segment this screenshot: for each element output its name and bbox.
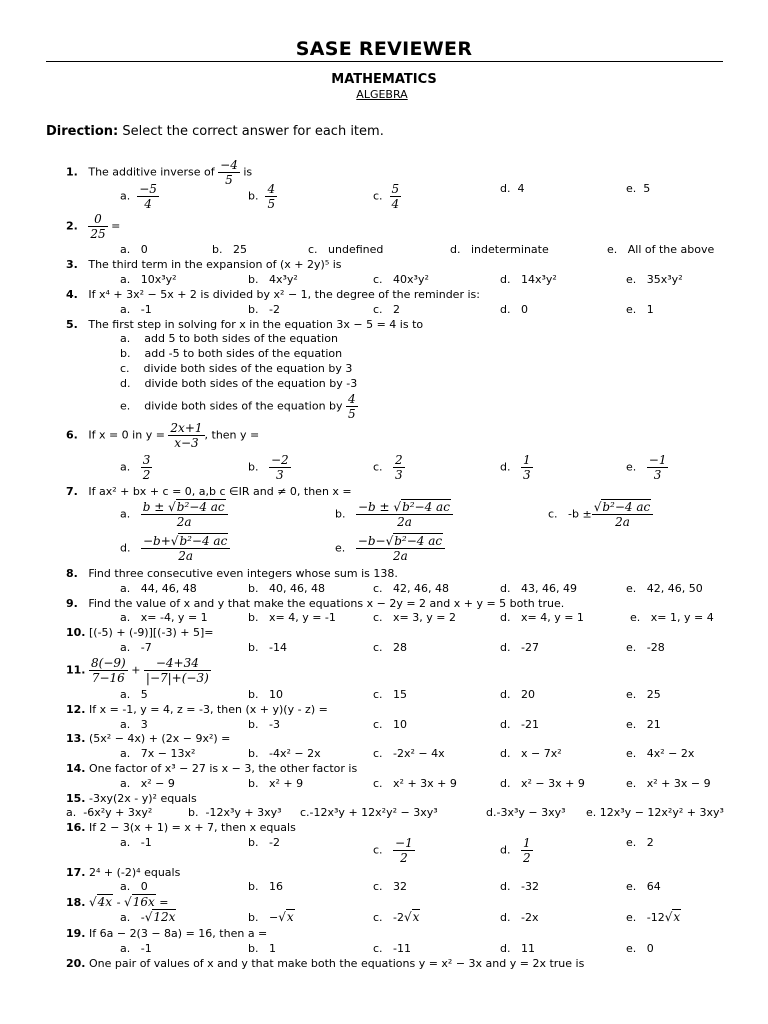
option[interactable]: b. 25: [212, 243, 247, 256]
question-10: 10. [(-5) + (-9)][(-3) + 5]=: [66, 626, 214, 639]
option[interactable]: d. -27: [500, 641, 539, 654]
option[interactable]: e. x² + 3x − 9: [626, 777, 711, 790]
fraction: $\frac{\text{−b−√b²−4 ac}}{2a}$: [356, 534, 445, 563]
question-text: The third term in the expansion of (x + 2y)⁵ is: [88, 258, 342, 271]
question-text: If x⁴ + 3x² − 5x + 2 is divided by x² − 1, the degree of the reminder is:: [88, 288, 480, 301]
question-12: 12. If x = -1, y = 4, z = -3, then (x + y)(y - z) =: [66, 703, 328, 716]
question-text: The additive inverse of: [88, 165, 215, 179]
option[interactable]: e. 35x³y²: [626, 273, 683, 286]
question-text: If 2 − 3(x + 1) = x + 7, then x equals: [89, 821, 296, 834]
fraction: $\frac{8(-9)}{7-16}$: [91, 656, 126, 685]
option[interactable]: d.-3x³y − 3xy³: [486, 806, 566, 819]
direction-text: Select the correct answer for each item.: [122, 124, 384, 139]
option[interactable]: c. 42, 46, 48: [373, 582, 450, 595]
option[interactable]: d. 43, 46, 49: [500, 582, 577, 595]
option[interactable]: a. -1: [120, 836, 152, 849]
option[interactable]: e. x= 1, y = 4: [630, 611, 714, 624]
page-title: SASE REVIEWER: [295, 38, 473, 60]
option[interactable]: a. 0: [120, 243, 148, 256]
option[interactable]: d. x² − 3x + 9: [500, 777, 585, 790]
question-9: 9. Find the value of x and y that make the equations x − 2y = 2 and x + y = 5 both true.: [66, 597, 565, 610]
option[interactable]: e. 42, 46, 50: [626, 582, 703, 595]
fraction: $\frac{0}{25}$: [90, 212, 106, 241]
option[interactable]: c. 15: [373, 688, 408, 701]
option[interactable]: a. -1: [120, 942, 152, 955]
option[interactable]: e. -12√x: [626, 910, 681, 924]
option[interactable]: d. 0: [500, 303, 528, 316]
question-text: [(-5) + (-9)][(-3) + 5]=: [89, 626, 214, 639]
question-text: Find three consecutive even integers whose sum is 138.: [88, 567, 398, 580]
option[interactable]: b. 16: [248, 880, 283, 893]
option[interactable]: c. 2: [373, 303, 401, 316]
question-text: One factor of x³ − 27 is x − 3, the other factor is: [89, 762, 358, 775]
option[interactable]: a. 10x³y²: [120, 273, 177, 286]
option[interactable]: d. -21: [500, 718, 539, 731]
direction: [46, 124, 384, 139]
option[interactable]: b. add -5 to both sides of the equation: [120, 347, 343, 360]
question-14: 14. One factor of x³ − 27 is x − 3, the other factor is: [66, 762, 358, 775]
option[interactable]: c. 10: [373, 718, 408, 731]
option[interactable]: b. $\frac{-2}{3}$: [248, 453, 289, 482]
question-text: If x = 0 in y =: [88, 428, 165, 442]
fraction: $\frac{-1}{2}$: [395, 836, 413, 865]
fraction: $\frac{\text{−b+√b²−4 ac}}{2a}$: [141, 534, 230, 563]
option[interactable]: a. -7: [120, 641, 152, 654]
option[interactable]: a. 3: [120, 718, 148, 731]
option[interactable]: e. $\frac{-1}{3}$: [626, 453, 667, 482]
topic-label: ALGEBRA: [356, 88, 408, 101]
option[interactable]: a. -6x²y + 3xy²: [66, 806, 153, 819]
fraction: $\frac{\text{−b ± √b²−4 ac}}{2a}$: [356, 500, 453, 529]
option[interactable]: d. x − 7x²: [500, 747, 562, 760]
question-19: 19. If 6a − 2(3 − 8a) = 16, then a =: [66, 927, 268, 940]
option[interactable]: e. 4x² − 2x: [626, 747, 695, 760]
option[interactable]: a. -1: [120, 303, 152, 316]
option[interactable]: b. -3: [248, 718, 280, 731]
option[interactable]: d. 14x³y²: [500, 273, 557, 286]
option[interactable]: c. -b ± $\frac{\text{√b²−4 ac}}{2a}$: [548, 500, 653, 529]
option[interactable]: c. -11: [373, 942, 412, 955]
option[interactable]: d. 4: [500, 182, 525, 195]
topic-heading: [0, 88, 768, 101]
question-text: If 6a − 2(3 − 8a) = 16, then a =: [89, 927, 268, 940]
option[interactable]: e. 5: [626, 182, 651, 195]
option[interactable]: b. −√x: [248, 910, 294, 924]
question-7: 7. If ax² + bx + c = 0, a,b c ∈IR and ≠ 0, then x =: [66, 485, 352, 498]
option[interactable]: b. 1: [248, 942, 276, 955]
option[interactable]: d. indeterminate: [450, 243, 549, 256]
option[interactable]: e. 2: [626, 836, 654, 849]
fraction: $\frac{3}{2}$: [142, 453, 151, 482]
option[interactable]: d. x= 4, y = 1: [500, 611, 584, 624]
fraction: $\frac{\text{b ± √b²−4 ac}}{2a}$: [141, 500, 228, 529]
option[interactable]: c. x² + 3x + 9: [373, 777, 457, 790]
fraction: $\frac{-4+34}{|-7|+(-3)}$: [145, 656, 209, 685]
option[interactable]: b. $\frac{4}{5}$: [248, 182, 276, 211]
question-1: 1. The additive inverse of $\frac{-4}{5}$ is: [66, 158, 253, 187]
option[interactable]: b. x² + 9: [248, 777, 304, 790]
question-3: 3. The third term in the expansion of (x + 2y)⁵ is: [66, 258, 342, 271]
option[interactable]: b. x= 4, y = -1: [248, 611, 336, 624]
option[interactable]: c. -2x² − 4x: [373, 747, 445, 760]
question-5: 5. The first step in solving for x in the equation 3x − 5 = 4 is to: [66, 318, 424, 331]
option[interactable]: d. 11: [500, 942, 535, 955]
option[interactable]: a. 7x − 13x²: [120, 747, 196, 760]
option[interactable]: d. 20: [500, 688, 535, 701]
option[interactable]: e. All of the above: [607, 243, 715, 256]
option[interactable]: b. -14: [248, 641, 287, 654]
question-6: 6. If x = 0 in y = $\frac{2x+1}{x-3}$ , then y =: [66, 421, 260, 450]
option[interactable]: d. $\frac{1}{2}$: [500, 836, 531, 865]
option[interactable]: a. $\frac{\text{b ± √b²−4 ac}}{2a}$: [120, 500, 228, 529]
option[interactable]: a. $\frac{3}{2}$: [120, 453, 151, 482]
option[interactable]: d. -32: [500, 880, 539, 893]
option[interactable]: a. x² − 9: [120, 777, 175, 790]
question-2: 2. $\frac{0}{25}$ =: [66, 212, 121, 241]
fraction: $\frac{5}{4}$: [391, 182, 400, 211]
option[interactable]: c.-12x³y + 12x²y² − 3xy³: [300, 806, 438, 819]
question-4: 4. If x⁴ + 3x² − 5x + 2 is divided by x² − 1, the degree of the reminder is:: [66, 288, 480, 301]
option[interactable]: c. divide both sides of the equation by 3: [120, 362, 353, 375]
fraction: $\frac{-2}{3}$: [270, 453, 289, 482]
option[interactable]: a. 5: [120, 688, 148, 701]
option[interactable]: b. -12x³y + 3xy³: [188, 806, 282, 819]
option[interactable]: a. x= -4, y = 1: [120, 611, 208, 624]
question-text: If x = -1, y = 4, z = -3, then (x + y)(y - z) =: [89, 703, 328, 716]
option[interactable]: d. $\frac{1}{3}$: [500, 453, 531, 482]
question-text: 2⁴ + (-2)⁴ equals: [89, 866, 181, 879]
fraction: $\frac{4}{5}$: [267, 182, 276, 211]
question-text: -3xy(2x - y)² equals: [89, 792, 197, 805]
direction-label: Direction:: [46, 124, 119, 139]
option[interactable]: a. add 5 to both sides of the equation: [120, 332, 338, 345]
option[interactable]: a. $\frac{-5}{4}$: [120, 182, 157, 211]
question-15: 15. -3xy(2x - y)² equals: [66, 792, 197, 805]
option[interactable]: c. $\frac{-1}{2}$: [373, 836, 413, 865]
option[interactable]: a. -√12x: [120, 910, 176, 924]
subject-heading: MATHEMATICS: [331, 72, 437, 87]
option[interactable]: c. -2√x: [373, 910, 420, 924]
question-text: Find the value of x and y that make the equations x − 2y = 2 and x + y = 5 both true.: [88, 597, 565, 610]
option[interactable]: e. 0: [626, 942, 654, 955]
question-17: 17. 2⁴ + (-2)⁴ equals: [66, 866, 181, 879]
option[interactable]: b. -2: [248, 303, 280, 316]
option[interactable]: e. divide both sides of the equation by $\frac{4}{5}$: [120, 392, 356, 421]
question-text: (5x² − 4x) + (2x − 9x²) =: [89, 732, 231, 745]
option[interactable]: e. 25: [626, 688, 661, 701]
question-text: If ax² + bx + c = 0, a,b c ∈IR and ≠ 0, then x =: [88, 485, 352, 498]
fraction: $\frac{1}{2}$: [522, 836, 531, 865]
option[interactable]: e. 1: [626, 303, 654, 316]
option[interactable]: e. 21: [626, 718, 661, 731]
option[interactable]: d. -2x: [500, 911, 539, 924]
question-number: 2.: [66, 219, 78, 233]
option[interactable]: c. 28: [373, 641, 408, 654]
option[interactable]: c. undefined: [308, 243, 384, 256]
option[interactable]: d. divide both sides of the equation by -3: [120, 377, 358, 390]
option[interactable]: b. 10: [248, 688, 283, 701]
fraction: $\frac{\text{√b²−4 ac}}{2a}$: [592, 500, 654, 529]
question-number: 1.: [66, 165, 78, 179]
option[interactable]: b. 4x³y²: [248, 273, 298, 286]
fraction: $\frac{4}{5}$: [348, 392, 356, 421]
question-20: 20. One pair of values of x and y that make both the equations y = x² − 3x and y = 2x true is: [66, 957, 585, 970]
option[interactable]: b. $\frac{\text{−b ± √b²−4 ac}}{2a}$: [335, 500, 453, 529]
question-11: 11. $\frac{8(-9)}{7-16}$ + $\frac{-4+34}{|-7|+(-3)}$: [66, 656, 209, 685]
option[interactable]: b. -2: [248, 836, 280, 849]
question-text: The first step in solving for x in the equation 3x − 5 = 4 is to: [88, 318, 424, 331]
question-13: 13. (5x² − 4x) + (2x − 9x²) =: [66, 732, 231, 745]
option[interactable]: c. 32: [373, 880, 408, 893]
option[interactable]: c. 40x³y²: [373, 273, 429, 286]
option[interactable]: c. $\frac{2}{3}$: [373, 453, 403, 482]
title-divider: [46, 61, 723, 62]
fraction: $\frac{2x+1}{x-3}$: [170, 421, 203, 450]
question-8: 8. Find three consecutive even integers whose sum is 138.: [66, 567, 398, 580]
question-18: 18. √4x - √16x =: [66, 895, 169, 909]
option[interactable]: e. -28: [626, 641, 665, 654]
question-text: One pair of values of x and y that make both the equations y = x² − 3x and y = 2x true is: [89, 957, 585, 970]
fraction: $\frac{-4}{5}$: [220, 158, 238, 187]
fraction: $\frac{2}{3}$: [395, 453, 403, 482]
fraction: $\frac{-5}{4}$: [139, 182, 157, 211]
option[interactable]: b. 40, 46, 48: [248, 582, 325, 595]
option[interactable]: a. 44, 46, 48: [120, 582, 197, 595]
option[interactable]: b. -4x² − 2x: [248, 747, 321, 760]
option[interactable]: d. $\frac{\text{−b+√b²−4 ac}}{2a}$: [120, 534, 230, 563]
fraction: $\frac{1}{3}$: [522, 453, 531, 482]
option[interactable]: c. x= 3, y = 2: [373, 611, 456, 624]
option[interactable]: e. $\frac{\text{−b−√b²−4 ac}}{2a}$: [335, 534, 445, 563]
option[interactable]: c. $\frac{5}{4}$: [373, 182, 400, 211]
fraction: $\frac{-1}{3}$: [648, 453, 667, 482]
option[interactable]: e. 64: [626, 880, 661, 893]
option[interactable]: e. 12x³y − 12x²y² + 3xy³: [586, 806, 724, 819]
option[interactable]: a. 0: [120, 880, 148, 893]
question-16: 16. If 2 − 3(x + 1) = x + 7, then x equals: [66, 821, 296, 834]
